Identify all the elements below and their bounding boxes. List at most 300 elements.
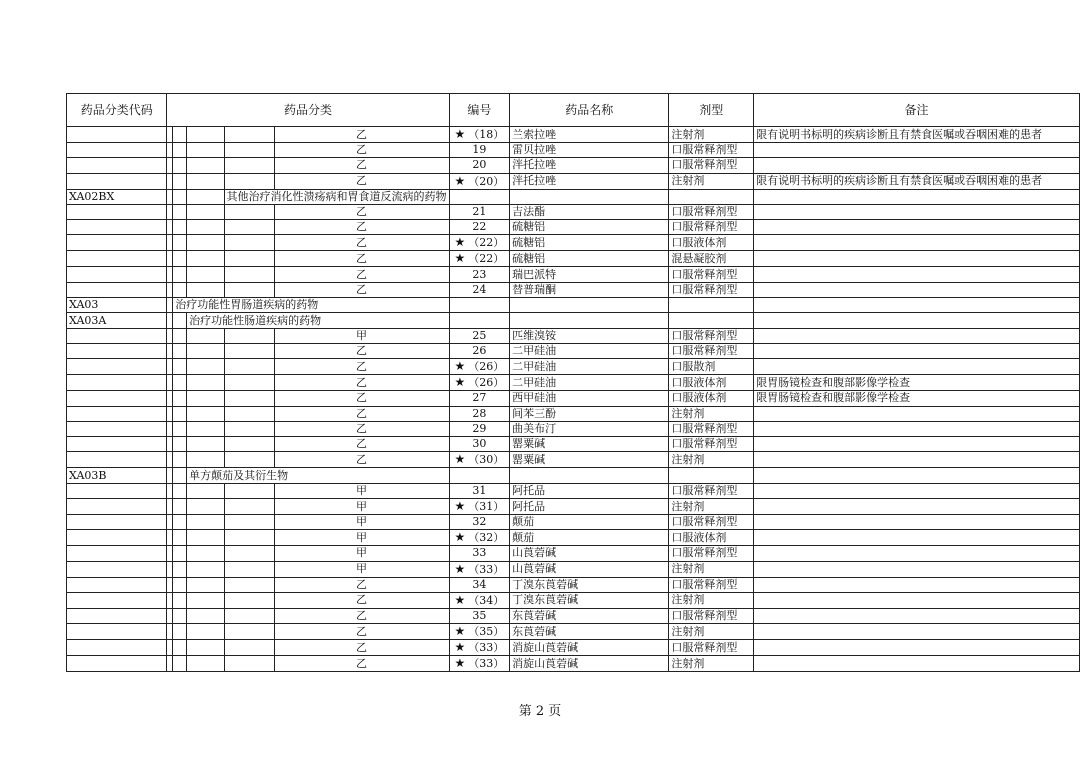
empty-cell (224, 406, 274, 421)
drug-name: 丁溴东莨菪碱 (510, 577, 669, 592)
drug-name: 硫糖铝 (510, 220, 669, 235)
drug-name: 曲美布汀 (510, 421, 669, 436)
empty-cell (224, 251, 274, 267)
empty-cell (173, 127, 187, 143)
empty-cell (173, 624, 187, 640)
empty-cell (173, 158, 187, 173)
header-form: 剂型 (669, 94, 754, 127)
empty-cell (173, 483, 187, 498)
number-cell (449, 640, 510, 656)
grade-cell: 甲 (274, 499, 449, 515)
grade-cell: 乙 (274, 391, 449, 406)
grade-cell: 乙 (274, 267, 449, 282)
empty-cell (187, 499, 224, 515)
drug-name: 二甲硅油 (510, 343, 669, 358)
remark (754, 515, 1080, 530)
drug-name: 颠茄 (510, 530, 669, 546)
grade-cell: 乙 (274, 158, 449, 173)
empty-cell (224, 359, 274, 375)
empty-cell (669, 313, 754, 328)
header-note: 备注 (754, 94, 1080, 127)
table-row (67, 343, 1080, 358)
dosage-form: 注射剂 (669, 452, 754, 468)
drug-name: 硫糖铝 (510, 235, 669, 251)
empty-cell (173, 421, 187, 436)
code-cell (67, 282, 167, 297)
empty-cell (187, 624, 224, 640)
code-cell (67, 499, 167, 515)
number-cell (449, 530, 510, 546)
star-icon: ★ (454, 499, 466, 514)
number-value: （32） (468, 531, 505, 545)
code-cell (67, 592, 167, 608)
remark (754, 640, 1080, 656)
empty-cell (173, 640, 187, 656)
table-row (67, 515, 1080, 530)
code-cell (67, 530, 167, 546)
empty-cell (187, 483, 224, 498)
code-cell (67, 437, 167, 452)
dosage-form: 口服散剂 (669, 359, 754, 375)
remark (754, 267, 1080, 282)
code-cell (67, 375, 167, 391)
empty-cell (669, 468, 754, 483)
empty-cell (224, 437, 274, 452)
grade-cell: 乙 (274, 608, 449, 623)
dosage-form: 口服常释剂型 (669, 204, 754, 219)
empty-cell (224, 546, 274, 561)
code-cell (67, 267, 167, 282)
code-cell (67, 406, 167, 421)
number-value: 34 (472, 577, 487, 591)
remark (754, 328, 1080, 343)
empty-cell (173, 251, 187, 267)
number-cell (449, 282, 510, 297)
grade-cell: 乙 (274, 640, 449, 656)
dosage-form: 注射剂 (669, 561, 754, 577)
dosage-form: 口服常释剂型 (669, 158, 754, 173)
empty-cell (187, 204, 224, 219)
code-cell (67, 515, 167, 530)
grade-cell: 甲 (274, 515, 449, 530)
number-value: 19 (472, 143, 487, 157)
remark (754, 220, 1080, 235)
code-cell (67, 204, 167, 219)
grade-cell: 乙 (274, 220, 449, 235)
empty-cell (224, 267, 274, 282)
table-row (67, 328, 1080, 343)
table-row (67, 127, 1080, 143)
drug-name: 罂粟碱 (510, 452, 669, 468)
drug-name: 消旋山莨菪碱 (510, 656, 669, 672)
empty-cell (187, 127, 224, 143)
number-value: （35） (468, 625, 505, 639)
empty-cell (224, 608, 274, 623)
category-code: XA02BX (67, 189, 167, 204)
empty-cell (187, 235, 224, 251)
empty-cell (187, 391, 224, 406)
empty-cell (173, 468, 187, 483)
grade-cell: 乙 (274, 592, 449, 608)
empty-cell (224, 204, 274, 219)
empty-cell (187, 158, 224, 173)
header-category: 药品分类 (167, 94, 449, 127)
remark (754, 359, 1080, 375)
empty-cell (173, 313, 187, 328)
dosage-form: 口服常释剂型 (669, 267, 754, 282)
number-value: 25 (472, 328, 487, 342)
table-row (67, 656, 1080, 672)
table-row (67, 375, 1080, 391)
number-value: （26） (468, 376, 505, 390)
remark (754, 577, 1080, 592)
header-name: 药品名称 (510, 94, 669, 127)
drug-name: 泮托拉唑 (510, 173, 669, 189)
dosage-form: 口服常释剂型 (669, 546, 754, 561)
code-cell (67, 656, 167, 672)
number-value: （34） (468, 593, 505, 607)
code-cell (67, 561, 167, 577)
empty-cell (754, 189, 1080, 204)
dosage-form: 注射剂 (669, 173, 754, 189)
empty-cell (187, 173, 224, 189)
empty-cell (510, 189, 669, 204)
star-icon: ★ (454, 375, 466, 390)
empty-cell (187, 220, 224, 235)
empty-cell (173, 656, 187, 672)
empty-cell (224, 328, 274, 343)
category-name: 单方颠茄及其衍生物 (187, 468, 449, 483)
number-cell (449, 143, 510, 158)
number-value: 29 (472, 422, 487, 435)
star-icon: ★ (454, 452, 466, 467)
remark (754, 421, 1080, 436)
empty-cell (187, 251, 224, 267)
header-number: 编号 (449, 94, 510, 127)
star-icon: ★ (454, 359, 466, 374)
empty-cell (187, 406, 224, 421)
number-cell (449, 220, 510, 235)
number-cell (449, 343, 510, 358)
table-row (67, 592, 1080, 608)
code-cell (67, 127, 167, 143)
number-value: （26） (468, 360, 505, 374)
empty-cell (449, 189, 510, 204)
code-cell (67, 251, 167, 267)
star-icon: ★ (454, 640, 466, 655)
star-icon: ★ (454, 624, 466, 639)
empty-cell (187, 608, 224, 623)
empty-cell (224, 391, 274, 406)
remark (754, 624, 1080, 640)
dosage-form: 口服常释剂型 (669, 640, 754, 656)
number-cell (449, 437, 510, 452)
empty-cell (224, 624, 274, 640)
number-cell (449, 328, 510, 343)
number-cell (449, 608, 510, 623)
empty-cell (173, 546, 187, 561)
remark (754, 561, 1080, 577)
number-cell (449, 127, 510, 143)
empty-cell (173, 561, 187, 577)
dosage-form: 口服常释剂型 (669, 577, 754, 592)
empty-cell (173, 608, 187, 623)
category-row (67, 189, 1080, 204)
number-value: 20 (472, 158, 487, 172)
empty-cell (224, 220, 274, 235)
number-value: 23 (472, 267, 487, 281)
number-cell (449, 483, 510, 498)
empty-cell (173, 235, 187, 251)
number-value: 27 (472, 391, 487, 405)
code-cell (67, 158, 167, 173)
empty-cell (669, 298, 754, 313)
empty-cell (187, 143, 224, 158)
dosage-form: 口服常释剂型 (669, 343, 754, 358)
remark (754, 158, 1080, 173)
table-row (67, 220, 1080, 235)
empty-cell (173, 499, 187, 515)
grade-cell: 乙 (274, 577, 449, 592)
table-row (67, 391, 1080, 406)
empty-cell (173, 577, 187, 592)
header-row (67, 94, 1080, 127)
remark: 限胃肠镜检查和腹部影像学检查 (754, 375, 1080, 391)
grade-cell: 乙 (274, 452, 449, 468)
table-row (67, 483, 1080, 498)
empty-cell (187, 437, 224, 452)
remark (754, 546, 1080, 561)
empty-cell (173, 204, 187, 219)
dosage-form: 口服常释剂型 (669, 515, 754, 530)
empty-cell (187, 282, 224, 297)
table-row (67, 624, 1080, 640)
empty-cell (224, 530, 274, 546)
grade-cell: 乙 (274, 437, 449, 452)
dosage-form: 口服液体剂 (669, 375, 754, 391)
dosage-form: 口服常释剂型 (669, 437, 754, 452)
table-row (67, 204, 1080, 219)
drug-name: 硫糖铝 (510, 251, 669, 267)
number-cell (449, 577, 510, 592)
grade-cell: 乙 (274, 127, 449, 143)
empty-cell (224, 640, 274, 656)
dosage-form: 注射剂 (669, 499, 754, 515)
empty-cell (224, 483, 274, 498)
empty-cell (187, 515, 224, 530)
header-code: 药品分类代码 (67, 94, 167, 127)
empty-cell (187, 189, 224, 204)
number-cell (449, 499, 510, 515)
empty-cell (754, 298, 1080, 313)
empty-cell (173, 530, 187, 546)
drug-name: 山莨菪碱 (510, 561, 669, 577)
code-cell (67, 343, 167, 358)
number-cell (449, 204, 510, 219)
drug-name: 替普瑞酮 (510, 282, 669, 297)
code-cell (67, 546, 167, 561)
table-row (67, 143, 1080, 158)
remark (754, 343, 1080, 358)
table-row (67, 359, 1080, 375)
empty-cell (224, 143, 274, 158)
empty-cell (173, 267, 187, 282)
grade-cell: 乙 (274, 343, 449, 358)
empty-cell (224, 656, 274, 672)
number-value: （30） (468, 453, 505, 467)
number-value: （31） (468, 500, 505, 514)
empty-cell (173, 515, 187, 530)
grade-cell: 乙 (274, 359, 449, 375)
grade-cell: 甲 (274, 483, 449, 498)
empty-cell (224, 235, 274, 251)
drug-name: 匹维溴铵 (510, 328, 669, 343)
dosage-form: 口服常释剂型 (669, 220, 754, 235)
table-row (67, 452, 1080, 468)
table-row (67, 640, 1080, 656)
remark: 限有说明书标明的疾病诊断且有禁食医嘱或吞咽困难的患者 (754, 127, 1080, 143)
drug-name: 消旋山莨菪碱 (510, 640, 669, 656)
empty-cell (187, 452, 224, 468)
drug-name: 吉法酯 (510, 204, 669, 219)
category-row (67, 468, 1080, 483)
dosage-form: 注射剂 (669, 592, 754, 608)
remark (754, 452, 1080, 468)
star-icon: ★ (454, 530, 466, 545)
drug-name: 间苯三酚 (510, 406, 669, 421)
empty-cell (224, 282, 274, 297)
drug-name: 罂粟碱 (510, 437, 669, 452)
code-cell (67, 220, 167, 235)
category-code: XA03 (67, 298, 167, 313)
dosage-form: 口服液体剂 (669, 391, 754, 406)
empty-cell (187, 530, 224, 546)
empty-cell (224, 158, 274, 173)
code-cell (67, 328, 167, 343)
star-icon: ★ (454, 127, 466, 141)
code-cell (67, 483, 167, 498)
number-cell (449, 406, 510, 421)
number-value: （22） (468, 252, 505, 266)
grade-cell: 甲 (274, 530, 449, 546)
code-cell (67, 143, 167, 158)
grade-cell: 乙 (274, 656, 449, 672)
number-value: （22） (468, 236, 505, 250)
remark (754, 251, 1080, 267)
empty-cell (187, 421, 224, 436)
empty-cell (754, 468, 1080, 483)
star-icon: ★ (454, 235, 466, 250)
empty-cell (449, 313, 510, 328)
dosage-form: 注射剂 (669, 656, 754, 672)
drug-name: 二甲硅油 (510, 375, 669, 391)
code-cell (67, 421, 167, 436)
remark (754, 204, 1080, 219)
empty-cell (224, 127, 274, 143)
remark (754, 499, 1080, 515)
number-cell (449, 546, 510, 561)
grade-cell: 乙 (274, 173, 449, 189)
number-cell (449, 235, 510, 251)
grade-cell: 甲 (274, 561, 449, 577)
category-name: 治疗功能性胃肠道疾病的药物 (173, 298, 449, 313)
empty-cell (173, 359, 187, 375)
empty-cell (173, 437, 187, 452)
empty-cell (187, 592, 224, 608)
empty-cell (173, 282, 187, 297)
empty-cell (224, 577, 274, 592)
number-value: 28 (472, 406, 487, 420)
empty-cell (449, 298, 510, 313)
empty-cell (173, 343, 187, 358)
drug-name: 二甲硅油 (510, 359, 669, 375)
table-row (67, 251, 1080, 267)
drug-name: 瑞巴派特 (510, 267, 669, 282)
star-icon: ★ (454, 656, 466, 671)
grade-cell: 乙 (274, 421, 449, 436)
number-value: （33） (468, 641, 505, 655)
drug-name: 丁溴东莨菪碱 (510, 592, 669, 608)
number-value: （20） (468, 174, 505, 188)
table-row (67, 235, 1080, 251)
empty-cell (187, 656, 224, 672)
number-cell (449, 251, 510, 267)
number-value: 32 (472, 515, 487, 529)
number-value: 22 (472, 220, 487, 234)
grade-cell: 乙 (274, 251, 449, 267)
remark (754, 483, 1080, 498)
dosage-form: 口服液体剂 (669, 235, 754, 251)
empty-cell (754, 313, 1080, 328)
number-cell (449, 515, 510, 530)
grade-cell: 乙 (274, 143, 449, 158)
empty-cell (173, 189, 187, 204)
empty-cell (224, 592, 274, 608)
number-value: 30 (472, 437, 487, 451)
number-cell (449, 267, 510, 282)
number-cell (449, 452, 510, 468)
drug-name: 雷贝拉唑 (510, 143, 669, 158)
remark (754, 437, 1080, 452)
remark (754, 608, 1080, 623)
drug-name: 阿托品 (510, 483, 669, 498)
empty-cell (224, 375, 274, 391)
empty-cell (173, 391, 187, 406)
number-value: （18） (468, 128, 505, 141)
dosage-form: 口服常释剂型 (669, 143, 754, 158)
empty-cell (224, 499, 274, 515)
empty-cell (510, 298, 669, 313)
dosage-form: 口服液体剂 (669, 530, 754, 546)
empty-cell (669, 189, 754, 204)
table-row (67, 421, 1080, 436)
empty-cell (224, 421, 274, 436)
code-cell (67, 640, 167, 656)
grade-cell: 乙 (274, 204, 449, 219)
code-cell (67, 173, 167, 189)
drug-name: 西甲硅油 (510, 391, 669, 406)
dosage-form: 混悬凝胶剂 (669, 251, 754, 267)
code-cell (67, 359, 167, 375)
number-cell (449, 158, 510, 173)
dosage-form: 注射剂 (669, 624, 754, 640)
number-value: 35 (472, 609, 487, 623)
grade-cell: 乙 (274, 624, 449, 640)
grade-cell: 甲 (274, 546, 449, 561)
category-row (67, 298, 1080, 313)
remark (754, 530, 1080, 546)
remark (754, 406, 1080, 421)
